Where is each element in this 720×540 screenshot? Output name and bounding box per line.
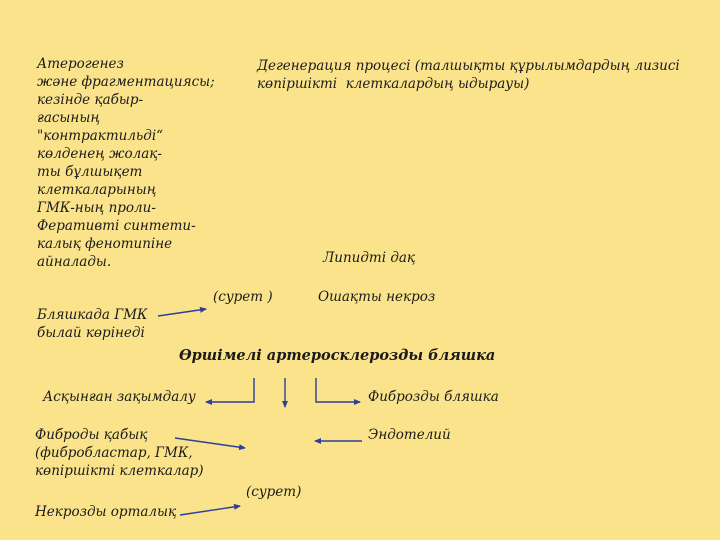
picture-reference-2: (сурет)	[246, 484, 302, 500]
atherogenesis-line-5: "контрактильді“	[37, 128, 164, 144]
arrow-plaque-gmk	[158, 309, 206, 316]
picture-reference-1: (сурет )	[213, 289, 273, 305]
atherogenesis-line-12: айналады.	[37, 254, 112, 270]
atherogenesis-line-1: Атерогенез	[37, 56, 124, 72]
arrow-fibrous-cap	[175, 438, 245, 448]
arrow-necrotic-center	[180, 506, 240, 515]
plaque-gmk-label-line-1: Бляшкада ГМК	[37, 307, 148, 323]
lipid-spot-label: Липидті дақ	[323, 250, 416, 266]
atherogenesis-line-3: кезінде қабыр-	[37, 92, 144, 108]
atherogenesis-line-4: ғасының	[37, 110, 100, 126]
fibrous-cap-label-line-2: (фибробластар, ГМК,	[35, 445, 193, 461]
fibrous-cap-label-line-1: Фиброды қабық	[35, 427, 148, 443]
fibrous-plaque-label: Фиброзды бляшка	[368, 389, 499, 405]
atherogenesis-line-6: көлденең жолақ-	[37, 146, 162, 162]
atherogenesis-line-11: калық фенотипіне	[37, 236, 173, 252]
degeneration-process-line-2: көпіршікті клеткалардың ыдырауы)	[257, 76, 530, 92]
plaque-gmk-label-line-2: былай көрінеді	[37, 325, 145, 341]
atherogenesis-line-8: клеткаларының	[37, 182, 157, 198]
atherogenesis-line-10: Феративті синтети-	[37, 218, 196, 234]
main-title: Өршімелі артеросклерозды бляшка	[179, 347, 496, 364]
atherogenesis-line-2: және фрагментациясы;	[37, 74, 215, 90]
degeneration-process-line-1: Дегенерация процесі (талшықты құрылымдардың лизисі	[257, 58, 680, 74]
arrow-to-complicated-damage	[206, 378, 254, 402]
complicated-damage-label: Асқынған зақымдалу	[43, 389, 196, 405]
arrow-to-fibrous-plaque	[316, 378, 360, 402]
endothelium-label: Эндотелий	[368, 427, 451, 443]
atherogenesis-line-9: ГМК-ның проли-	[37, 200, 156, 216]
atherogenesis-line-7: ты бұлшықет	[37, 164, 143, 180]
fibrous-cap-label-line-3: көпіршікті клеткалар)	[35, 463, 204, 479]
focal-necrosis-label: Ошақты некроз	[318, 289, 436, 305]
necrotic-center-label: Некрозды орталық	[35, 504, 177, 520]
